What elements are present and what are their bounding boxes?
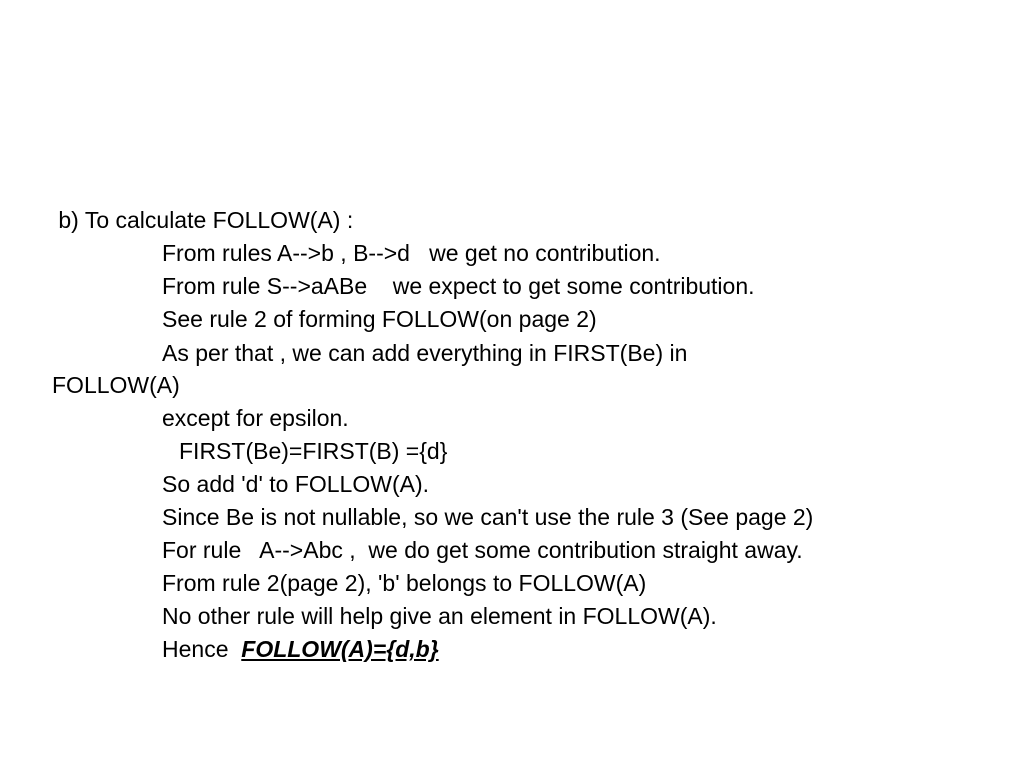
- text-line: So add 'd' to FOLLOW(A).: [162, 471, 429, 497]
- text-line: Since Be is not nullable, so we can't use the rule 3 (See page 2): [162, 504, 814, 530]
- text-line: As per that , we can add everything in FIRST(Be) in: [162, 340, 688, 366]
- text-line: From rule S-->aABe we expect to get some contribution.: [162, 273, 755, 299]
- conclusion-line: [162, 636, 439, 662]
- text-line: From rules A-->b , B-->d we get no contribution.: [162, 240, 661, 266]
- follow-result: FOLLOW(A)={d,b}: [241, 636, 439, 662]
- text-line: except for epsilon.: [162, 405, 349, 431]
- text-line: FOLLOW(A): [52, 372, 180, 398]
- text-line: No other rule will help give an element in FOLLOW(A).: [162, 603, 717, 629]
- text-line-heading: b) To calculate FOLLOW(A) :: [52, 207, 354, 233]
- text-line: FIRST(Be)=FIRST(B) ={d}: [179, 438, 448, 464]
- conclusion-prefix: Hence: [162, 636, 242, 662]
- text-line: For rule A-->Abc , we do get some contribution straight away.: [162, 537, 803, 563]
- text-line: See rule 2 of forming FOLLOW(on page 2): [162, 306, 597, 332]
- text-line: From rule 2(page 2), 'b' belongs to FOLLOW(A): [162, 570, 647, 596]
